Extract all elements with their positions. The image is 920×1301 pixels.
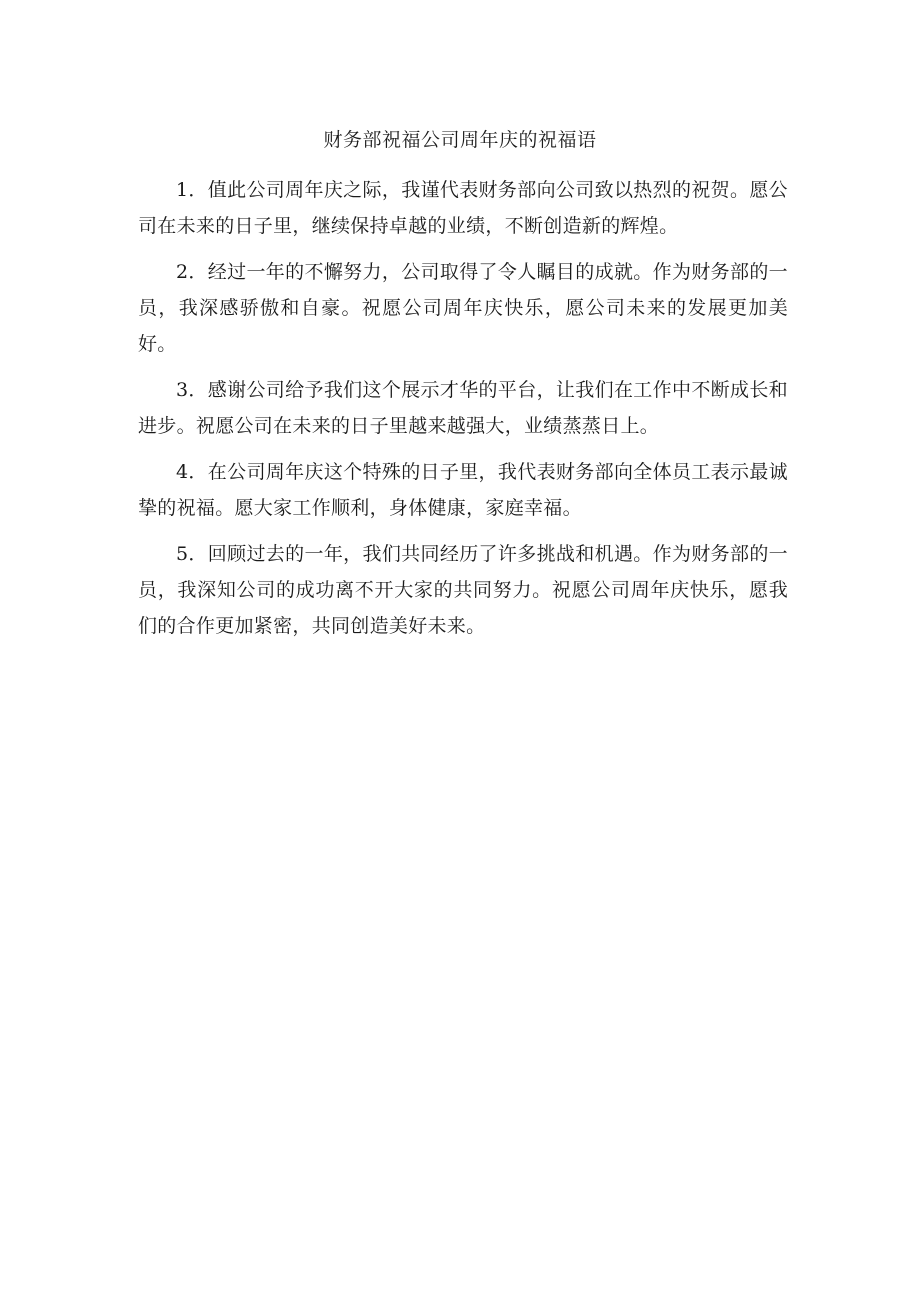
document-body	[138, 172, 788, 654]
paragraph-1: 1．值此公司周年庆之际，我谨代表财务部向公司致以热烈的祝贺。愿公司在未来的日子里，继续保持卓越的业绩，不断创造新的辉煌。	[138, 179, 788, 237]
paragraph-5: 5．回顾过去的一年，我们共同经历了许多挑战和机遇。作为财务部的一员，我深知公司的成功离不开大家的共同努力。祝愿公司周年庆快乐，愿我们的合作更加紧密，共同创造美好未来。	[138, 543, 788, 637]
paragraph-4: 4．在公司周年庆这个特殊的日子里，我代表财务部向全体员工表示最诚挚的祝福。愿大家工作顺利，身体健康，家庭幸福。	[138, 461, 788, 519]
paragraph-3: 3．感谢公司给予我们这个展示才华的平台，让我们在工作中不断成长和进步。祝愿公司在未来的日子里越来越强大，业绩蒸蒸日上。	[138, 379, 788, 437]
paragraph-2: 2．经过一年的不懈努力，公司取得了令人瞩目的成就。作为财务部的一员，我深感骄傲和自豪。祝愿公司周年庆快乐，愿公司未来的发展更加美好。	[138, 261, 788, 355]
document-title: 财务部祝福公司周年庆的祝福语	[323, 129, 597, 151]
